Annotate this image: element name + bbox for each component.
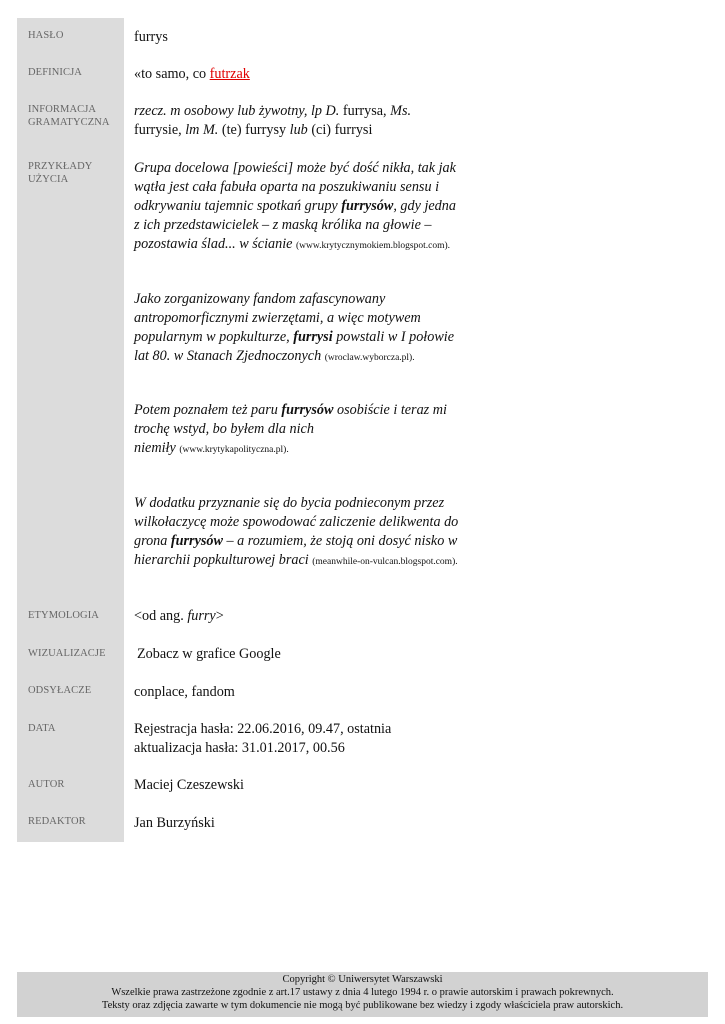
label-line: GRAMATYCZNA <box>28 117 110 128</box>
example-headword: furrysi <box>293 329 333 345</box>
example-headword: furrysów <box>281 402 334 418</box>
label-etymologia: ETYMOLOGIA <box>28 610 99 621</box>
definition-link-futrzak[interactable]: futrzak <box>209 66 250 82</box>
copyright-footer <box>17 972 708 1017</box>
footer-line: Wszelkie prawa zastrzeżone zgodnie z art.17 ustawy z dnia 4 lutego 1994 r. o prawie autorskim i prawach pokrewnych. <box>111 987 614 998</box>
example-line: lat 80. w Stanach Zjednoczonych <box>134 348 325 364</box>
etymology-prefix: <od ang. <box>134 608 188 624</box>
example-line: odkrywaniu tajemnic spotkań grupy <box>134 198 342 214</box>
grammar-text: (ci) furrysi <box>307 122 373 138</box>
label-haslo: HASŁO <box>28 30 64 41</box>
label-data: DATA <box>28 723 56 734</box>
cross-references: conplace, fandom <box>134 684 235 700</box>
example-2 <box>134 290 464 368</box>
editor: Jan Burzyński <box>134 815 215 831</box>
example-source: (wroclaw.wyborcza.pl). <box>324 353 415 363</box>
label-column <box>17 18 124 842</box>
example-line: hierarchii popkulturowej braci <box>134 552 313 568</box>
google-images-link[interactable]: Zobacz w grafice Google <box>137 646 281 662</box>
label-line: UŻYCIA <box>28 174 69 185</box>
footer-line: Teksty oraz zdjęcia zawarte w tym dokumencie nie mogą być publikowane bez wiedzy i zgody właściciela praw autorskich. <box>101 1000 624 1011</box>
etymology-suffix: > <box>215 608 224 624</box>
date-line: Rejestracja hasła: 22.06.2016, 09.47, ostatnia <box>134 721 392 737</box>
example-line: Grupa docelowa [powieści] może być dość nikła, tak jak <box>134 160 456 176</box>
example-line: , gdy jedna <box>393 198 456 214</box>
label-definicja: DEFINICJA <box>28 67 82 78</box>
etymology-word: furry <box>187 608 216 624</box>
date-line: aktualizacja hasła: 31.01.2017, 00.56 <box>134 740 345 756</box>
example-source: (www.krytykapolityczna.pl). <box>179 445 289 455</box>
label-odsylacze: ODSYŁACZE <box>28 685 92 696</box>
example-line: pozostawia ślad... w ścianie <box>134 236 296 252</box>
example-line: wilkołaczycę może spowodować zaliczenie delikwenta do <box>134 514 459 530</box>
label-informacja-gramatyczna <box>28 103 120 129</box>
label-line: PRZYKŁADY <box>28 161 93 172</box>
example-line: osobiście i teraz mi <box>333 402 447 418</box>
grammar-info <box>134 102 464 140</box>
example-line: – a rozumiem, że stoją oni dosyć nisko w <box>222 533 458 549</box>
example-line: grona <box>134 533 171 549</box>
label-wizualizacje: WIZUALIZACJE <box>28 648 106 659</box>
example-headword: furrysów <box>341 198 394 214</box>
example-line: wątła jest cała fabuła oparta na poszukiwaniu sensu i <box>134 179 440 195</box>
example-3 <box>134 401 464 460</box>
label-redaktor: REDAKTOR <box>28 816 86 827</box>
example-line: Jako zorganizowany fandom zafascynowany <box>134 291 386 307</box>
grammar-text: lm M. <box>185 122 219 138</box>
example-1 <box>134 159 464 256</box>
grammar-text: Ms. <box>390 103 412 119</box>
example-line: Potem poznałem też paru <box>134 402 282 418</box>
example-line: trochę wstyd, bo byłem dla nich <box>134 421 314 437</box>
label-autor: AUTOR <box>28 779 65 790</box>
example-4 <box>134 494 464 572</box>
grammar-text: lub <box>289 122 308 138</box>
author: Maciej Czeszewski <box>134 777 244 793</box>
example-line: z ich przedstawicielek – z maską królika na głowie – <box>134 217 432 233</box>
footer-line: Copyright © Uniwersytet Warszawski <box>282 974 443 985</box>
example-source: (meanwhile-on-vulcan.blogspot.com). <box>312 557 458 567</box>
example-source: (www.krytycznymokiem.blogspot.com). <box>296 241 450 251</box>
example-line: W dodatku przyznanie się do bycia podnieconym przez <box>134 495 445 511</box>
label-przyklady-uzycia <box>28 160 120 186</box>
grammar-text: furrysa, <box>339 103 391 119</box>
example-line: powstali w I połowie <box>332 329 455 345</box>
etymology <box>134 607 464 626</box>
definition <box>134 65 464 84</box>
example-line: niemiły <box>134 440 180 456</box>
grammar-text: (te) furrysy <box>218 122 290 138</box>
example-headword: furrysów <box>170 533 223 549</box>
label-line: INFORMACJA <box>28 104 97 115</box>
headword: furrys <box>134 29 168 45</box>
example-line: antropomorficznymi zwierzętami, a więc motywem <box>134 310 421 326</box>
grammar-text: furrysie, <box>134 122 186 138</box>
dates <box>134 720 464 758</box>
grammar-text: rzecz. m osobowy lub żywotny, lp D. <box>134 103 340 119</box>
definition-prefix: «to samo, co <box>134 66 210 82</box>
example-line: popularnym w popkulturze, <box>134 329 294 345</box>
